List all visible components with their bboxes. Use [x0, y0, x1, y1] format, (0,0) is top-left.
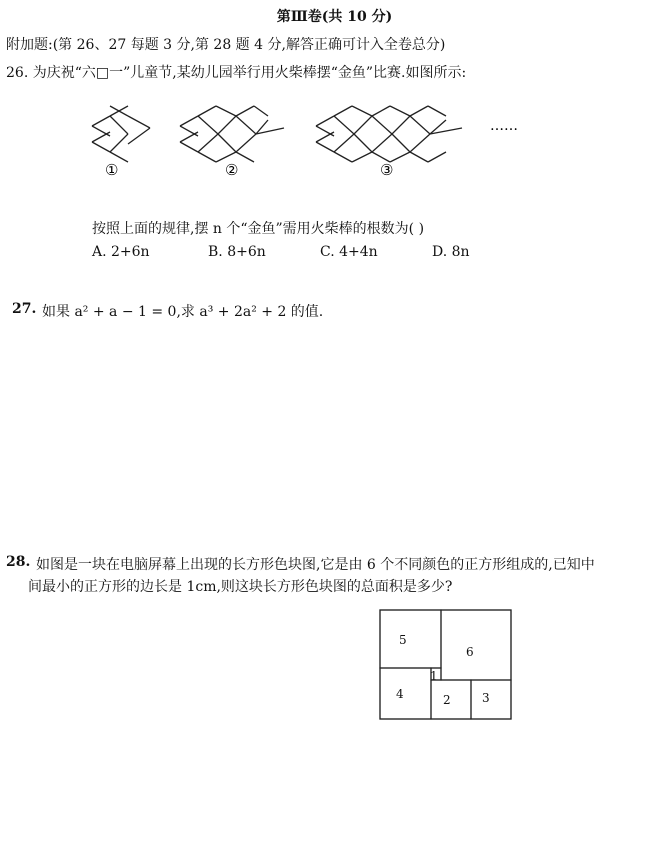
square-label-3: 3	[482, 691, 490, 705]
goldfish-figure	[0, 90, 669, 190]
q27-number: 27.	[12, 301, 37, 317]
figure-label-3: ③	[380, 161, 394, 179]
goldfish-3	[316, 106, 462, 162]
q28-number: 28.	[6, 554, 31, 570]
square-3	[471, 680, 511, 719]
goldfish-1	[92, 106, 150, 162]
square-2	[431, 680, 471, 719]
square-6	[441, 610, 511, 680]
square-4	[380, 668, 431, 719]
q26-option-c: C. 4+4n	[320, 244, 378, 260]
q26-question: 按照上面的规律,摆 n 个“金鱼”需用火柴棒的根数为( )	[92, 221, 425, 237]
square-label-6: 6	[466, 645, 474, 659]
q28-line1: 如图是一块在电脑屏幕上出现的长方形色块图,它是由 6 个不同颜色的正方形组成的,已知中	[36, 557, 595, 573]
figure-label-2: ②	[225, 161, 239, 179]
q26-option-b: B. 8+6n	[208, 244, 266, 260]
square-label-5: 5	[399, 633, 407, 647]
figure-label-1: ①	[105, 161, 119, 179]
square-5	[380, 610, 441, 668]
square-label-2: 2	[443, 693, 451, 707]
ellipsis: ……	[490, 118, 518, 134]
square-label-4: 4	[396, 687, 404, 701]
q26-option-d: D. 8n	[432, 244, 470, 260]
q28-line2: 间最小的正方形的边长是 1cm,则这块长方形色块图的总面积是多少?	[28, 579, 453, 595]
q27-text: 如果 a² + a − 1 = 0,求 a³ + 2a² + 2 的值.	[42, 304, 324, 320]
goldfish-2	[180, 106, 284, 162]
q26-option-a: A. 2+6n	[92, 244, 150, 260]
bonus-header: 附加题:(第 26、27 每题 3 分,第 28 题 4 分,解答正确可计入全卷总分)	[6, 37, 446, 53]
square-mosaic-figure	[378, 608, 514, 722]
section-title: 第Ⅲ卷(共 10 分)	[276, 9, 393, 25]
q26-stem: 26. 为庆祝“六□一”儿童节,某幼儿园举行用火柴棒摆“金鱼”比赛.如图所示:	[6, 65, 467, 81]
square-label-1: 1	[430, 669, 438, 683]
